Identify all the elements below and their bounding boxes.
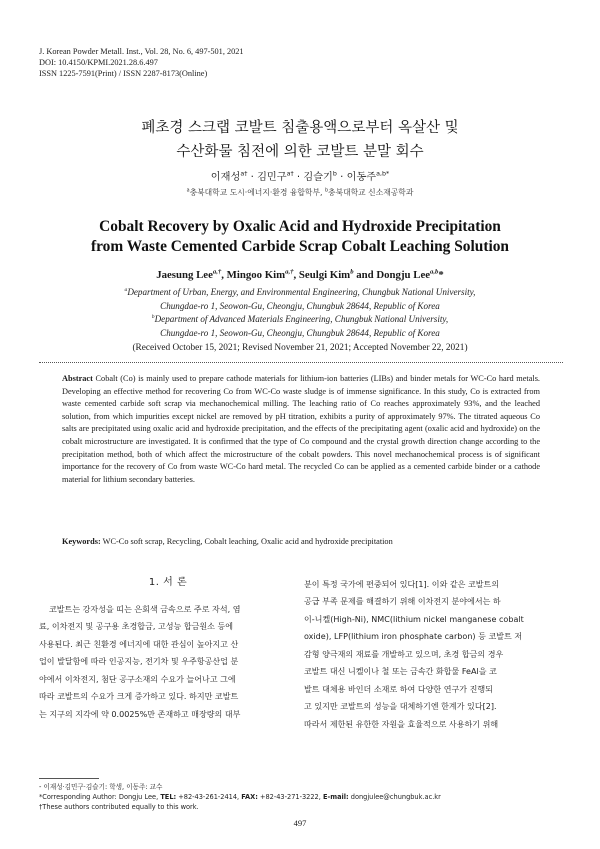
korean-author: 이동주$^{a,b*}$ [346,170,390,183]
body-line: 발트 대체용 바인더 소재로 하여 다양한 연구가 진행되 [304,684,493,694]
english-author: Jaesung Lee$^{a,\dagger}$, [156,268,227,281]
footnote-equal-contribution: †These authors contributed equally to this work. [39,803,199,811]
abstract-text: Cobalt (Co) is mainly used to prepare cathode materials for lithium-ion batteries (LIBs) and binder metals for WC-Co hard metals. Developing an effective method for recovering Co from WC-Co waste sludge is of immense significance. In this study, Co is extracted from waste cemented carbide soft scrap via mechanochemical milling. The leaching ratio of Co reaches approximately 93%, and the leached solution, from which impurities except nickel are removed by pH titration, exhibits a purity of approximately 97%. The titrated aqueous Co salts are precipitated using oxalic acid and hydroxide precipitation, and the effects of the precipitating agent (oxalic acid and hydroxide) on the cobalt microstructure are investigated. It is confirmed that the type of Co compound and the crystal growth direction change according to the precipitation method, both of which affect the microstructure of the cobalt powders. This novel mechanochemical process is of significant importance for the recovery of Co from waste WC-Co hard metal. The recycled Co can be applied as a cemented carbide binder or a cathode material for lithium secondary batteries. [62,374,541,484]
keywords-label: Keywords: [62,537,101,546]
body-line: 이-니켈(High-Ni), NMC(lithium nickel manganese cobalt [304,614,524,624]
body-line: 감형 양극재의 재료를 개발하고 있으며, 초경 합금의 경우 [304,649,504,659]
body-line: 분이 특정 국가에 편중되어 있다[1]. 이와 같은 코발트의 [304,580,500,589]
korean-affiliation-b: 충북대학교 신소재공학과 [328,188,414,197]
english-title [0,217,600,257]
english-affiliation-b-line-2: Chungdae-ro 1, Seowon-Gu, Cheongju, Chungbuk 28644, Republic of Korea [160,327,440,338]
english-title-line-2: from Waste Cemented Carbide Scrap Cobalt Leaching Solution [91,238,509,255]
body-line: 사용된다. 최근 친환경 에너지에 대한 관심이 높아지고 산 [39,639,239,649]
received-dates: (Received October 15, 2021; Revised November 21, 2021; Accepted November 22, 2021) [132,343,468,353]
keywords-text: WC-Co soft scrap, Recycling, Cobalt leaching, Oxalic acid and hydroxide precipitation [102,537,393,546]
english-authors [0,268,600,282]
korean-title [0,116,600,164]
section-heading-introduction: 1. 서 론 [148,577,188,588]
body-column-left [39,601,297,723]
korean-authors [0,171,600,185]
journal-doi: DOI: 10.4150/KPMI.2021.28.6.497 [39,58,158,67]
english-affiliations [0,286,600,340]
journal-header [39,46,244,79]
korean-title-line-1: 폐초경 스크랩 코발트 침출용액으로부터 옥살산 및 [141,120,459,136]
english-author: Mingoo Kim$^{a,\dagger}$, [226,268,299,281]
english-affiliation-b-line-1: $^b$Department of Advanced Materials Engineering, Chungbuk National University, [151,314,449,325]
footnote-roles: - 이재성·김민구·김슬기: 학생, 이동주: 교수 [39,783,163,791]
body-line: 코발트는 강자성을 띠는 은회색 금속으로 주로 자석, 염 [49,605,241,614]
korean-title-line-2: 수산화물 침전에 의한 코발트 분말 회수 [176,144,424,160]
english-title-line-1: Cobalt Recovery by Oxalic Acid and Hydroxide Precipitation [99,218,501,235]
english-author: Seulgi Kim$^b$ and [298,268,377,281]
english-affiliation-a-line-1: $^a$Department of Urban, Energy, and Environmental Engineering, Chungbuk National University, [124,286,476,297]
korean-author: 김슬기$^b$ · [303,170,347,183]
footnotes [39,782,563,812]
body-line: 따라 코발트의 수요가 크게 증가하고 있다. 하지만 코발트 [39,692,239,702]
body-column-right [304,576,562,733]
keywords [62,536,540,548]
abstract-label: Abstract [62,374,93,383]
english-author: Dongju Lee$^{a,b}$* [376,268,444,281]
journal-issn: ISSN 1225-7591(Print) / ISSN 2287-8173(Online) [39,69,208,78]
body-line: 코발트 대신 니켈이나 철 또는 금속간 화합물 FeAl을 코 [304,667,497,677]
body-line: 공급 부족 문제를 해결하기 위해 이차전지 분야에서는 하 [304,597,501,607]
abstract [62,373,540,486]
korean-affiliations: $^a$충북대학교 도시·에너지·환경 융합학부, $^b$충북대학교 신소재공학과 [186,188,414,197]
body-line: 고 있지만 코발트의 성능을 대체하기엔 한계가 있다[2]. [304,702,497,712]
divider [39,362,563,363]
email-link[interactable]: dongjulee@chungbuk.ac.kr [348,793,441,801]
footnote-corresponding-author: *Corresponding Author: Dongju Lee, TEL: +82-43-261-2414, FAX: +82-43-271-3222, E-mail: dongjulee@chungbuk.ac.kr [39,793,441,801]
korean-author: 김민구$^{a\dagger}$ · [257,170,304,183]
footnote-divider [39,778,99,779]
body-line: 따라서 제한된 유한한 자원을 효율적으로 사용하기 위해 [304,719,499,729]
body-line: 료, 이차전지 및 공구용 초경합금, 고성능 합금원소 등에 [39,622,234,632]
english-affiliation-a-line-2: Chungdae-ro 1, Seowon-Gu, Cheongju, Chungbuk 28644, Republic of Korea [160,300,440,311]
body-line: oxide), LFP(lithium iron phosphate carbon) 등 코발트 저 [304,632,523,642]
page-number: 497 [293,818,307,828]
body-line: 야에서 이차전지, 첨단 공구소재의 수요가 늘어나고 그에 [39,674,236,684]
journal-citation: J. Korean Powder Metall. Inst., Vol. 28, No. 6, 497-501, 2021 [39,47,244,56]
body-line: 업이 발달함에 따라 인공지능, 전기차 및 우주항공산업 분 [39,657,239,667]
body-line: 는 지구의 지각에 약 0.0025%만 존재하고 매장량의 대부 [39,709,241,719]
korean-author: 이재성$^{a\dagger}$ · [210,170,258,183]
korean-affiliation-a: 충북대학교 도시·에너지·환경 융합학부, [189,188,325,197]
